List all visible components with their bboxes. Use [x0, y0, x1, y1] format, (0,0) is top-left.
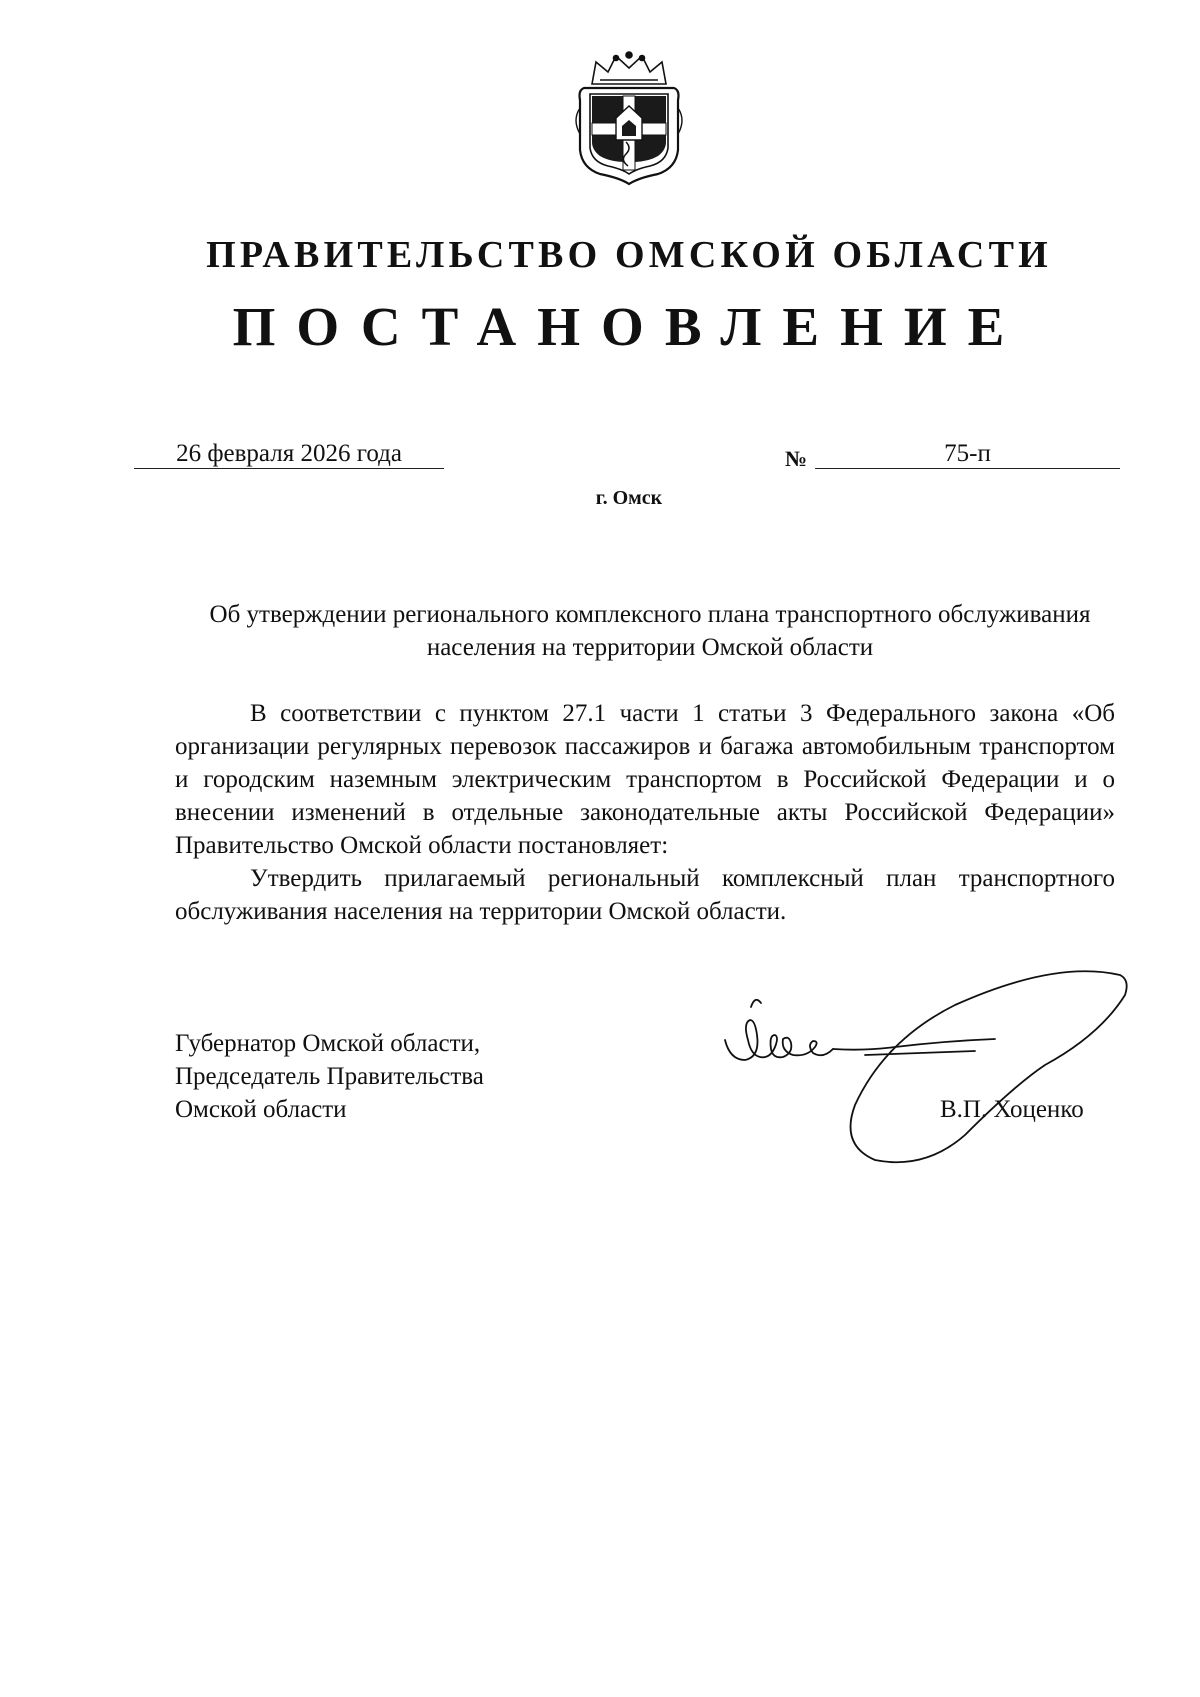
coat-of-arms-icon: [570, 50, 688, 186]
signer-position: [175, 1027, 595, 1126]
signer-position-line: Председатель Правительства: [175, 1063, 484, 1090]
number-sign: №: [785, 446, 808, 471]
document-date: 26 февраля 2026 года: [134, 440, 444, 469]
document-subject: Об утверждении регионального комплексного плана транспортного обслуживания населения на территории Омской области: [209, 601, 1091, 661]
issuing-authority: ПРАВИТЕЛЬСТВО ОМСКОЙ ОБЛАСТИ: [206, 234, 1052, 276]
document-type: ПОСТАНОВЛЕНИЕ: [232, 296, 1026, 357]
body-paragraph: Утвердить прилагаемый региональный комплексный план транспортного обслуживания населения на территории Омской области.: [175, 865, 1115, 925]
document-number: 75-п: [815, 440, 1120, 469]
body-paragraph: В соответствии с пунктом 27.1 части 1 статьи 3 Федерального закона «Об организации регулярных перевозок пассажиров и багажа автомобильным транспортом и городским наземным электрическим транспортом в Российской Федерации и о внесении изменений в отдельные законодательные акты Российской Федерации» Правительство Омской области постановляет:: [175, 700, 1115, 859]
signer-position-line: Омской области: [175, 1096, 347, 1123]
document-body: [175, 697, 1115, 928]
signer-position-line: Губернатор Омской области,: [175, 1030, 481, 1057]
place-of-issue: г. Омск: [595, 487, 663, 509]
signer-name: В.П. Хоценко: [940, 1096, 1084, 1123]
handwritten-signature-icon: [715, 965, 1135, 1175]
